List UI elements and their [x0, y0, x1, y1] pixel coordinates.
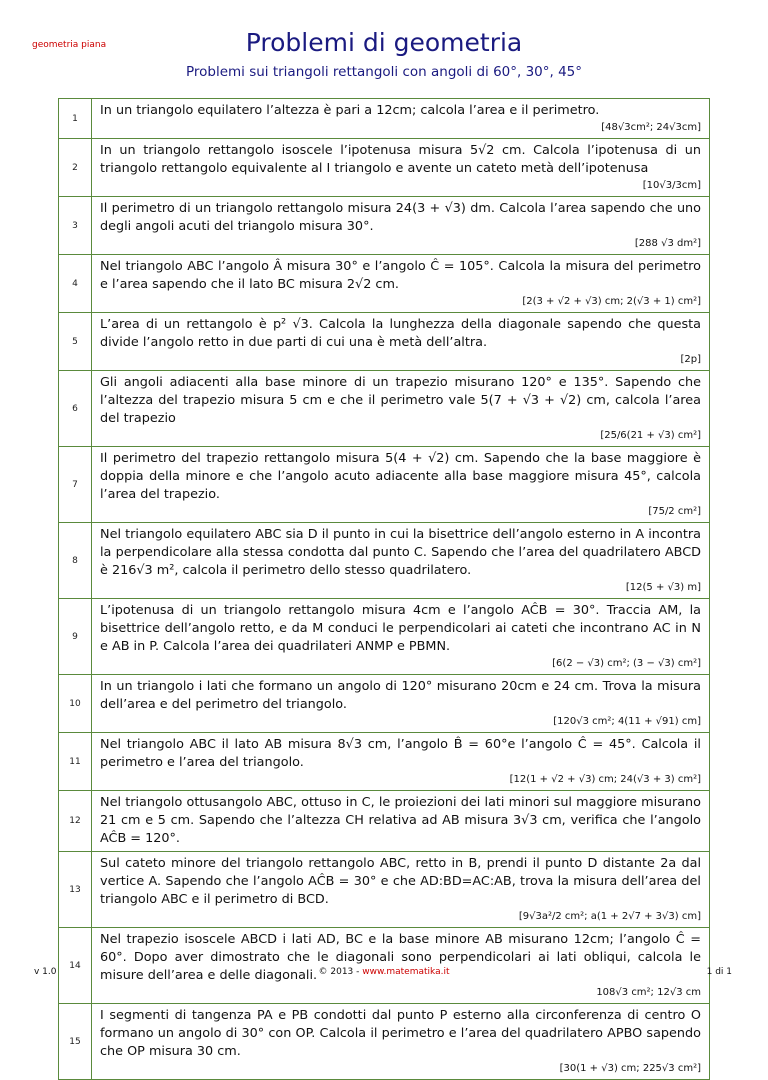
problem-number: 9	[59, 599, 92, 675]
problem-cell	[92, 675, 710, 733]
problem-row	[59, 447, 710, 523]
problem-cell	[92, 523, 710, 599]
section-tag: geometria piana	[32, 40, 107, 50]
problem-text: Il perimetro di un triangolo rettangolo misura 24(3 + √3) dm. Calcola l’area sapendo che uno degli angoli acuti del triangolo misura 30°.	[100, 201, 701, 234]
problem-cell	[92, 852, 710, 928]
problem-number: 12	[59, 791, 92, 852]
problem-text: Nel triangolo ABC il lato AB misura 8√3 cm, l’angolo B̂ = 60°e l’angolo Ĉ = 45°. Calcola il perimetro e l’area del triangolo.	[100, 737, 701, 770]
problem-number: 1	[59, 99, 92, 139]
footer-copyright	[0, 967, 768, 977]
problem-text: In un triangolo equilatero l’altezza è pari a 12cm; calcola l’area e il perimetro.	[100, 103, 600, 118]
problem-cell	[92, 371, 710, 447]
problem-cell	[92, 197, 710, 255]
page-title: Problemi di geometria	[245, 28, 523, 57]
problem-solution: [12(1 + √2 + √3) cm; 24(√3 + 3) cm²]	[509, 774, 701, 785]
problem-text: L’ipotenusa di un triangolo rettangolo misura 4cm e l’angolo AĈB = 30°. Traccia AM, la bisettrice dell’angolo retto, e da M conduci le perpendicolari ai cateti che incontrano AC in N e AB in P. Calcola l’area dei quadrilateri ANMP e PBMN.	[100, 603, 701, 654]
problem-solution: [2p]	[680, 354, 701, 365]
problem-text: Nel triangolo ABC l’angolo Â misura 30° e l’angolo Ĉ = 105°. Calcola la misura del perimetro e l’area sapendo che il lato BC misura 2√2 cm.	[100, 259, 701, 292]
problem-number: 11	[59, 733, 92, 791]
problem-cell	[92, 255, 710, 313]
version-label: v 1.0	[34, 967, 57, 977]
problem-number: 7	[59, 447, 92, 523]
problem-solution: [6(2 − √3) cm²; (3 − √3) cm²]	[552, 658, 701, 669]
problem-row	[59, 99, 710, 139]
problem-solution: [10√3/3cm]	[642, 180, 701, 191]
problem-solution: [12(5 + √3) m]	[625, 582, 701, 593]
problem-cell	[92, 1004, 710, 1080]
problem-row	[59, 599, 710, 675]
problem-number: 2	[59, 139, 92, 197]
problem-solution: [288 √3 dm²]	[634, 238, 701, 249]
problem-row	[59, 733, 710, 791]
problem-number: 8	[59, 523, 92, 599]
problem-solution: [48√3cm²; 24√3cm]	[601, 122, 701, 133]
problem-number: 4	[59, 255, 92, 313]
problem-row	[59, 928, 710, 1004]
problem-text: Gli angoli adiacenti alla base minore di un trapezio misurano 120° e 135°. Sapendo che l’altezza del trapezio misura 5 cm e che il perimetro vale 5(7 + √3 + √2) cm, calcola l’area del trapezio	[100, 375, 701, 426]
problem-solution: [2(3 + √2 + √3) cm; 2(√3 + 1) cm²]	[522, 296, 701, 307]
problem-row	[59, 791, 710, 852]
page-subtitle: Problemi sui triangoli rettangoli con angoli di 60°, 30°, 45°	[185, 64, 583, 80]
problem-row	[59, 675, 710, 733]
problem-row	[59, 371, 710, 447]
problem-solution: [30(1 + √3) cm; 225√3 cm²]	[559, 1063, 701, 1074]
problems-table	[58, 98, 710, 1080]
problem-row	[59, 313, 710, 371]
problem-solution: [75/2 cm²]	[648, 506, 701, 517]
problem-row	[59, 197, 710, 255]
problem-cell	[92, 99, 710, 139]
problem-number: 15	[59, 1004, 92, 1080]
problem-text: Il perimetro del trapezio rettangolo misura 5(4 + √2) cm. Sapendo che la base maggiore è doppia della minore e che l’angolo acuto adiacente alla base maggiore misura 45°, calcola l’area del trapezio.	[100, 451, 701, 502]
problem-number: 6	[59, 371, 92, 447]
problem-cell	[92, 447, 710, 523]
page-number: 1 di 1	[706, 967, 732, 977]
problem-text: Sul cateto minore del triangolo rettangolo ABC, retto in B, prendi il punto D distante 2a dal vertice A. Sapendo che l’angolo AĈB = 30° e che AD:BD=AC:AB, trova la misura dell’area del triangolo ABC e il perimetro di BCD.	[100, 856, 701, 907]
problem-text: I segmenti di tangenza PA e PB condotti dal punto P esterno alla circonferenza di centro O formano un angolo di 30° con OP. Calcola il perimetro e l’area del quadrilatero APBO sapendo che OP misura 30 cm.	[100, 1008, 701, 1059]
problem-text: Nel triangolo equilatero ABC sia D il punto in cui la bisettrice dell’angolo esterno in A incontra la perpendicolare alla stessa condotta dal punto C. Sapendo che l’area del quadrilatero ABCD è 216√3 m², calcola il perimetro dello stesso quadrilatero.	[100, 527, 701, 578]
problem-number: 13	[59, 852, 92, 928]
problem-row	[59, 139, 710, 197]
problem-solution: [25/6(21 + √3) cm²]	[600, 430, 701, 441]
problem-text: Nel trapezio isoscele ABCD i lati AD, BC e la base minore AB misurano 12cm; l’angolo Ĉ = 60°. Dopo aver dimostrato che le diagonali sono perpendicolari ai lati obliqui, calcola le misure dell’area e delle diagonali.	[100, 932, 701, 983]
problem-text: Nel triangolo ottusangolo ABC, ottuso in C, le proiezioni dei lati minori sul maggiore misurano 21 cm e 5 cm. Sapendo che l’altezza CH relativa ad AB misura 3√3 cm, verifica che l’angolo AĈB = 120°.	[100, 795, 701, 846]
problem-number: 5	[59, 313, 92, 371]
problem-cell	[92, 928, 710, 1004]
problem-text: In un triangolo rettangolo isoscele l’ipotenusa misura 5√2 cm. Calcola l’ipotenusa di un triangolo rettangolo equivalente al I triangolo e avente un cateto metà dell’ipotenusa	[100, 143, 701, 176]
copyright-text: © 2013 -	[318, 967, 363, 977]
problem-cell	[92, 733, 710, 791]
problem-solution: [120√3 cm²; 4(11 + √91) cm]	[553, 716, 701, 727]
problem-solution: [9√3a²/2 cm²; a(1 + 2√7 + 3√3) cm]	[518, 911, 701, 922]
problem-cell	[92, 599, 710, 675]
problem-number: 3	[59, 197, 92, 255]
problem-cell	[92, 791, 710, 852]
problem-text: L’area di un rettangolo è p² √3. Calcola la lunghezza della diagonale sapendo che questa divide l’angolo retto in due parti di cui una è metà dell’altra.	[100, 317, 701, 350]
problem-row	[59, 255, 710, 313]
problem-number: 14	[59, 928, 92, 1004]
site-link[interactable]: www.matematika.it	[362, 967, 450, 977]
problem-row	[59, 852, 710, 928]
problem-cell	[92, 313, 710, 371]
problem-row	[59, 1004, 710, 1080]
problem-text: In un triangolo i lati che formano un angolo di 120° misurano 20cm e 24 cm. Trova la misura dell’area e del perimetro del triangolo.	[100, 679, 701, 712]
problem-row	[59, 523, 710, 599]
problem-solution: 108√3 cm²; 12√3 cm	[596, 987, 701, 998]
problem-number: 10	[59, 675, 92, 733]
problem-cell	[92, 139, 710, 197]
